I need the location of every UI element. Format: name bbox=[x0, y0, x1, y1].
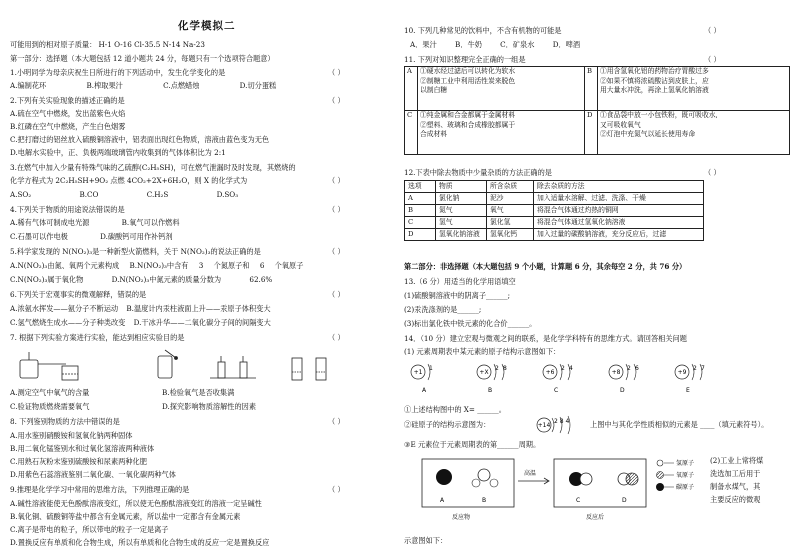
product-caption: 反应后 bbox=[586, 514, 605, 521]
product-c-label: C bbox=[576, 497, 581, 504]
q2-answer-paren: （ ） bbox=[328, 96, 345, 105]
apparatus-d-icon bbox=[292, 358, 326, 380]
shell-electron-count: 2 bbox=[693, 365, 697, 372]
q1-answer-paren: （ ） bbox=[328, 68, 345, 77]
reactant-b-label: B bbox=[482, 497, 487, 504]
q10-options: A．果汁 B．牛奶 C．矿泉水 D．啤酒 bbox=[410, 40, 581, 49]
q13-item-2: (2)汞洗涤剂的是______; bbox=[404, 305, 482, 314]
q13-stem: 13.（6 分）用适当的化学用语填空 bbox=[404, 277, 516, 286]
q4-options-cd: C.石墨可以作电极 D.碳酸钙可用作补钙剂 bbox=[10, 232, 173, 241]
q8-answer-paren: （ ） bbox=[328, 417, 345, 426]
hydrogen-atom-icon bbox=[472, 479, 480, 487]
q7-caption-a: A.测定空气中氧气的含量 bbox=[10, 388, 90, 397]
q6-stem: 6.下列关于宏观事实的微观解释，错误的是 bbox=[10, 290, 147, 299]
shell-electron-count: 7 bbox=[701, 365, 705, 372]
q10-answer-paren: （ ） bbox=[704, 26, 721, 35]
shell-electron-count: 4 bbox=[569, 365, 573, 372]
q2-stem: 2.下列有关实验现象的描述正确的是 bbox=[10, 96, 125, 105]
q11-option-d: ①食品袋中放一小包铁粉，既可吸收水, 又可吸收氧气 ②灯泡中充氮气以延长使用寿命 bbox=[598, 111, 790, 155]
reaction-diagram bbox=[404, 455, 704, 535]
atom-letter-label: C bbox=[554, 387, 559, 394]
nucleus-charge-label: +9 bbox=[677, 369, 687, 376]
q11-label-a: A bbox=[405, 67, 418, 111]
q11-option-a: ①硬水经过滤后可以转化为软水 ②制糖工业中利用活性炭来脱色 以制白糖 bbox=[418, 67, 585, 111]
q3-options: A.SO₂ B.CO C.H₂S D.SO₃ bbox=[10, 190, 239, 199]
q8-option-b: B.用二氧化锰鉴别水和过氧化氢溶液两种液体 bbox=[10, 444, 155, 453]
apparatus-b-icon bbox=[158, 350, 178, 378]
silicon-nucleus-label: +14 bbox=[537, 422, 551, 429]
legend-oxygen-icon bbox=[657, 472, 664, 479]
q7-apparatus-figures bbox=[10, 346, 390, 386]
q14-side-1: (2)工业上常将煤 bbox=[710, 456, 764, 465]
q13-item-1: (1)硫酸铜溶液中的阴离子______; bbox=[404, 291, 511, 300]
q11-label-b: B bbox=[585, 67, 598, 111]
q11-label-d: D bbox=[585, 111, 598, 155]
apparatus-c-icon bbox=[210, 356, 256, 378]
q8-option-a: A.用水鉴别硝酸铵和氢氧化钠两种固体 bbox=[10, 431, 133, 440]
atom-letter-label: E bbox=[686, 387, 690, 394]
q13-item-3: (3)标出氯化铁中铁元素的化合价______。 bbox=[404, 319, 537, 328]
legend-oxygen-label: 氧原子 bbox=[676, 472, 695, 479]
q9-option-d: D.置换反应有单质和化合物生成，所以有单质和化合物生成的反应一定是置换反应 bbox=[10, 538, 270, 547]
q3-equation: 化学方程式为 2C₂H₅SH+9O₂ 点燃 4CO₂+2X+6H₂O，则 X 的化学式为 bbox=[10, 176, 248, 185]
reactant-box bbox=[422, 459, 514, 507]
legend-hydrogen-icon bbox=[657, 460, 663, 466]
silicon-atom-diagram bbox=[536, 414, 586, 436]
q9-option-a: A.碱性溶液能使无色酚酞溶液变红，所以使无色酚酞溶液变红的溶液一定呈碱性 bbox=[10, 499, 262, 508]
carbon-atom-icon bbox=[436, 469, 452, 485]
q3-stem: 3.在燃气中加入少量有特殊气味的乙硫醇(C₂H₅SH)，可在燃气泄漏时及时发现，其燃烧的 bbox=[10, 163, 296, 172]
q6-options-cd: C.氢气燃烧生成水——分子种类改变 D.干冰升华——二氧化碳分子间的间隔变大 bbox=[10, 318, 271, 327]
shell-electron-count: 8 bbox=[503, 365, 507, 372]
q5-stem: 5.科学家发现的 N(NO₂)₃是一种新型火箭燃料，关于 N(NO₂)₃的说法正确的是 bbox=[10, 247, 261, 256]
table-row: A 氯化钠 泥沙 加入适量水溶解、过滤、洗涤、干燥 bbox=[405, 193, 704, 205]
q11-stem: 11. 下列对知识整理完全正确的一组是 bbox=[404, 55, 526, 64]
nucleus-charge-label: +X bbox=[479, 369, 489, 376]
atom-diagram-c bbox=[543, 364, 573, 394]
shell-electron-count: 2 bbox=[561, 365, 565, 372]
q14-line-2: ②硅原子的结构示意图为： bbox=[404, 420, 491, 429]
q11-label-c: C bbox=[405, 111, 418, 155]
silicon-shell-label: 2 8 4 bbox=[554, 418, 570, 425]
q9-option-c: C.离子是带电的粒子，所以带电的粒子一定是离子 bbox=[10, 525, 169, 534]
q5-options-cd: C.N(NO₂)₃属于氧化物 D.N(NO₂)₃中氮元素的质量分数为 62.6% bbox=[10, 275, 273, 284]
q7-caption-b: B.检验氧气是否收集满 bbox=[162, 388, 235, 397]
atomic-masses: 可能用到的相对原子质量： H-1 O-16 Cl-35.5 N-14 Na-23 bbox=[10, 40, 205, 49]
legend-hydrogen-label: 氢原子 bbox=[676, 460, 695, 467]
q5-options-ab: A.N(NO₂)₃由氮、氧两个元素构成 B.N(NO₂)₃中含有 3 个氮原子和 6 个氧原子 bbox=[10, 261, 304, 270]
q8-option-d: D.用紫色石蕊溶液鉴别二氧化碳、一氧化碳两种气体 bbox=[10, 470, 176, 479]
q12-table bbox=[404, 180, 704, 241]
q8-stem: 8. 下列鉴别物质的方法中错误的是 bbox=[10, 417, 120, 426]
q4-answer-paren: （ ） bbox=[328, 205, 345, 214]
q11-options-table bbox=[404, 66, 790, 155]
q12-table-header: 选项 物质 所含杂质 除去杂质的方法 bbox=[405, 181, 704, 193]
hydrogen-atom-icon bbox=[490, 479, 498, 487]
q14-line-1: ①上述结构图中的 X= ______。 bbox=[404, 405, 506, 414]
q1-options: A.编制花环 B.榨取果汁 C.点燃蜡烛 D.切分蛋糕 bbox=[10, 81, 277, 90]
reaction-condition: 高温 bbox=[524, 470, 537, 477]
q14-line-3: 上图中与其化学性质相似的元素是 ____（填元素符号）。 bbox=[590, 420, 769, 429]
nucleus-charge-label: +8 bbox=[611, 369, 621, 376]
part1-header: 第一部分：选择题（本大题包括 12 道小题共 24 分，每题只有一个选项符合题意） bbox=[10, 54, 275, 63]
table-row: C 氢气 氯化氢 将混合气体通过氢氧化钠溶液 bbox=[405, 217, 704, 229]
atom-letter-label: D bbox=[620, 387, 625, 394]
q11-answer-paren: （ ） bbox=[704, 55, 721, 64]
q2-option-a: A.硫在空气中燃烧，发出蓝紫色火焰 bbox=[10, 109, 126, 118]
q11-option-c: ①纯金属和合金都属于金属材料 ②塑料、玻璃和合成橡胶都属于 合成材料 bbox=[418, 111, 585, 155]
q5-answer-paren: （ ） bbox=[328, 247, 345, 256]
atom-letter-label: A bbox=[422, 387, 427, 394]
product-d-label: D bbox=[622, 497, 627, 504]
q14-side-3: 制备水煤气，其 bbox=[710, 482, 761, 491]
nucleus-charge-label: +6 bbox=[545, 369, 555, 376]
atom-diagram-d bbox=[609, 364, 639, 394]
q10-stem: 10. 下列几种常见的饮料中，不含有机物的可能是 bbox=[404, 26, 562, 35]
oxygen-atom-icon bbox=[478, 469, 490, 481]
page-title: 化学模拟二 bbox=[178, 20, 236, 32]
q14-tail: 示意图如下： bbox=[404, 536, 448, 545]
part2-header: 第二部分：非选择题（本大题包括 9 个小题，计算题 6 分，其余每空 2 分，共 76 分） bbox=[404, 262, 687, 271]
atom-diagram-a bbox=[411, 364, 433, 394]
shell-electron-count: 6 bbox=[635, 365, 639, 372]
atom-diagram-e bbox=[675, 364, 705, 394]
q11-option-b: ①用含氢氧化铝的药物治疗胃酸过多 ②如果不慎将浓硫酸沾到皮肤上，应 用大量水冲洗，再涂上氢氧化钠溶液 bbox=[598, 67, 790, 111]
q14-stem: 14．（10 分）建立宏观与微观之间的联系，是化学学科特有的思维方式。请回答相关问题 bbox=[404, 334, 687, 343]
q1-stem: 1.小明同学为母亲庆祝生日所进行的下列活动中，发生化学变化的是 bbox=[10, 68, 226, 77]
reactant-caption: 反应物 bbox=[452, 514, 471, 521]
q7-answer-paren: （ ） bbox=[328, 333, 345, 342]
q7-caption-c: C.验证物质燃烧需要氧气 bbox=[10, 402, 90, 411]
nucleus-charge-label: +1 bbox=[413, 369, 423, 376]
q9-option-b: B.氧化铜、硫酸铜等盐中都含有金属元素，所以盐中一定都含有金属元素 bbox=[10, 512, 241, 521]
q6-options-ab: A.浓氨水挥发——氨分子不断运动 B.温度计内汞柱液面上升——汞原子体积变大 bbox=[10, 304, 271, 313]
q2-option-c: C.把打磨过的铝丝放入硫酸铜溶液中，铝表面出现红色物质，溶液由蓝色变为无色 bbox=[10, 135, 270, 144]
shell-electron-count: 1 bbox=[429, 365, 433, 372]
atom-diagram-b bbox=[477, 364, 507, 394]
reactant-a-label: A bbox=[440, 497, 445, 504]
shell-electron-count: 2 bbox=[627, 365, 631, 372]
q14-side-4: 主要反应的微观 bbox=[710, 495, 761, 504]
q6-answer-paren: （ ） bbox=[328, 290, 345, 299]
q9-answer-paren: （ ） bbox=[328, 485, 345, 494]
atom-letter-label: B bbox=[488, 387, 493, 394]
q14-line-4: ③E 元素位于元素周期表的第______周期。 bbox=[404, 440, 541, 449]
q4-options-ab: A.稀有气体可制成电光源 B.氧气可以作燃料 bbox=[10, 218, 180, 227]
q9-stem: 9.推理是化学学习中常用的思维方法，下列推理正确的是 bbox=[10, 485, 190, 494]
q3-answer-paren: （ ） bbox=[328, 176, 345, 185]
q4-stem: 4.下列关于物质的用途说法错误的是 bbox=[10, 205, 125, 214]
q7-stem: 7. 根据下列实验方案进行实验，能达到相应实验目的是 bbox=[10, 333, 185, 342]
q12-stem: 12.下表中除去物质中少量杂质的方法正确的是 bbox=[404, 168, 552, 177]
table-row: D 氢氧化钠溶液 氢氧化钙 加入过量的碳酸钠溶液，充分反应后，过滤 bbox=[405, 229, 704, 241]
q12-answer-paren: （ ） bbox=[704, 168, 721, 177]
q8-option-c: C.用熟石灰粉末鉴别硫酸铵和尿素两种化肥 bbox=[10, 457, 147, 466]
legend-carbon-label: 碳原子 bbox=[676, 484, 695, 491]
shell-electron-count: 2 bbox=[495, 365, 499, 372]
q2-option-d: D.电解水实验中，正、负极两端玻璃管内收集到的气体体积比为 2:1 bbox=[10, 148, 226, 157]
q2-option-b: B.红磷在空气中燃烧，产生白色烟雾 bbox=[10, 122, 126, 131]
q14-sub1: (1) 元素周期表中某元素的原子结构示意图如下： bbox=[404, 347, 561, 356]
q14-side-2: 洗选加工后用于 bbox=[710, 469, 761, 478]
q7-caption-d: D.探究影响物质溶解性的因素 bbox=[162, 402, 257, 411]
table-row: B 氮气 氧气 将混合气体通过灼热的铜网 bbox=[405, 205, 704, 217]
legend-carbon-icon bbox=[656, 483, 664, 491]
atom-structure-diagrams bbox=[404, 358, 790, 394]
apparatus-a-icon bbox=[20, 352, 78, 380]
